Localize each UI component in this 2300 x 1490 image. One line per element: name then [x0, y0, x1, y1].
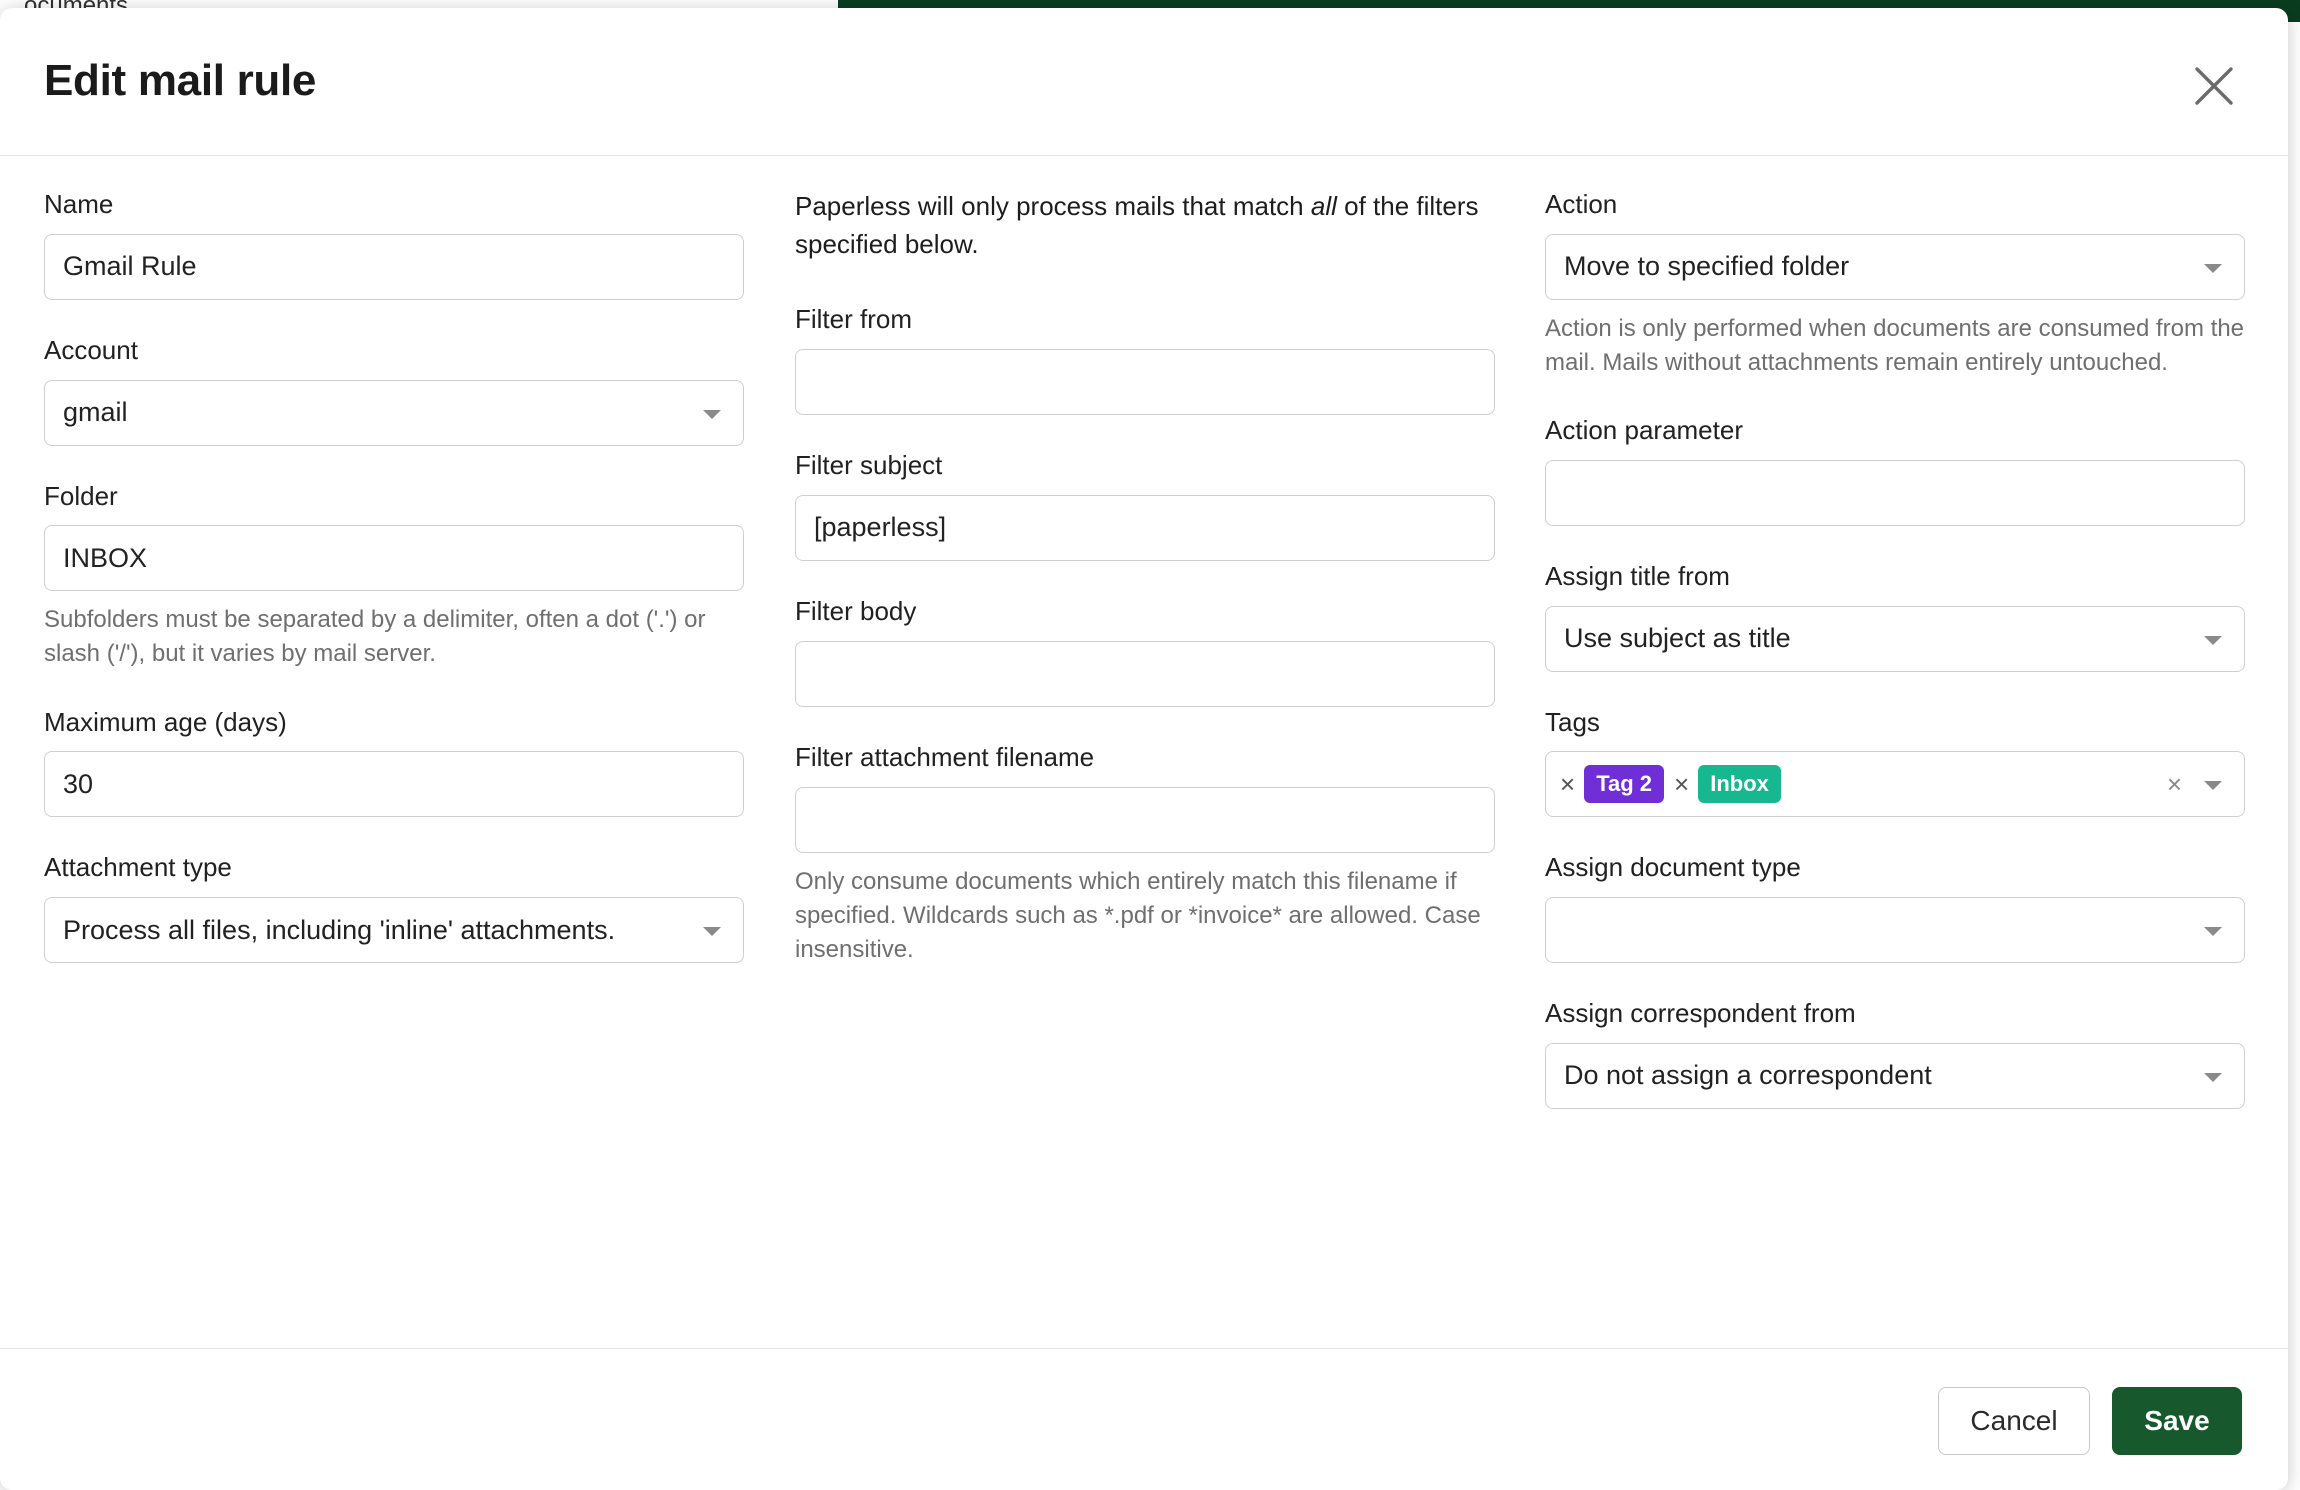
filters-column [795, 188, 1495, 967]
action-parameter-label: Action parameter [1545, 414, 1743, 445]
account-label: Account [44, 334, 138, 365]
action-parameter-input[interactable] [1545, 460, 2245, 526]
tag-item [1560, 765, 1664, 803]
tag-item [1674, 765, 1781, 803]
chevron-down-icon [2204, 1073, 2222, 1082]
assign-correspondent-from-select[interactable] [1545, 1043, 2245, 1109]
assign-title-from-select[interactable] [1545, 606, 2245, 672]
attachment-type-select[interactable] [44, 897, 744, 963]
chevron-down-icon [703, 410, 721, 419]
close-icon[interactable] [2188, 60, 2240, 112]
filter-body-label: Filter body [795, 595, 917, 626]
chevron-down-icon [2204, 636, 2222, 645]
account-select[interactable] [44, 380, 744, 446]
folder-input[interactable] [44, 525, 744, 591]
assign-correspondent-from-label: Assign correspondent from [1545, 998, 1856, 1029]
save-button[interactable]: Save [2112, 1387, 2242, 1455]
tag-chip: Tag 2 [1584, 765, 1664, 803]
cancel-button[interactable]: Cancel [1938, 1387, 2090, 1455]
filter-subject-input[interactable] [795, 495, 1495, 561]
tags-select[interactable] [1545, 751, 2245, 817]
clear-tags-icon[interactable]: × [2166, 769, 2182, 800]
filters-intro-part1: Paperless will only process mails that match [795, 191, 1311, 221]
action-selected-value: Move to specified folder [1564, 251, 1850, 282]
folder-label: Folder [44, 480, 118, 511]
chevron-down-icon [703, 927, 721, 936]
chevron-down-icon [2204, 927, 2222, 936]
dialog-header [0, 8, 2288, 156]
filters-intro-part2: of the filters specified below. [795, 191, 1479, 259]
attachment-type-label: Attachment type [44, 852, 232, 883]
assign-title-from-selected-value: Use subject as title [1564, 623, 1791, 654]
actions-column [1545, 188, 2245, 1109]
dialog-footer [0, 1348, 2288, 1490]
action-select[interactable] [1545, 234, 2245, 300]
rule-basics-column [44, 188, 744, 963]
dialog-body [0, 156, 2288, 1348]
folder-help-text: Subfolders must be separated by a delimiter, often a dot ('.') or slash ('/'), but it varies by mail server. [44, 606, 706, 668]
tags-label: Tags [1545, 706, 1600, 737]
filter-filename-help-text: Only consume documents which entirely match this filename if specified. Wildcards such as *.pdf or *invoice* are allowed. Case insensitive. [795, 867, 1481, 963]
tag-chip: Inbox [1698, 765, 1781, 803]
edit-mail-rule-dialog [0, 8, 2288, 1490]
filters-intro-emphasis: all [1310, 191, 1337, 221]
filters-intro-text [795, 188, 1495, 263]
filter-from-label: Filter from [795, 304, 912, 335]
dialog-title: Edit mail rule [44, 56, 317, 105]
assign-document-type-select[interactable] [1545, 897, 2245, 963]
assign-document-type-label: Assign document type [1545, 852, 1801, 883]
account-selected-value: gmail [63, 397, 128, 428]
assign-correspondent-from-selected-value: Do not assign a correspondent [1564, 1060, 1932, 1091]
chevron-down-icon[interactable] [2204, 781, 2222, 790]
assign-title-from-label: Assign title from [1545, 560, 1730, 591]
filter-from-input[interactable] [795, 349, 1495, 415]
filter-subject-label: Filter subject [795, 450, 943, 481]
maximum-age-input[interactable] [44, 751, 744, 817]
name-input[interactable] [44, 234, 744, 300]
filter-attachment-filename-label: Filter attachment filename [795, 741, 1095, 772]
maximum-age-label: Maximum age (days) [44, 706, 287, 737]
attachment-type-selected-value: Process all files, including 'inline' attachments. [63, 914, 616, 945]
filter-body-input[interactable] [795, 641, 1495, 707]
remove-tag-icon[interactable]: × [1560, 769, 1576, 800]
remove-tag-icon[interactable]: × [1674, 769, 1690, 800]
name-label: Name [44, 189, 114, 219]
filter-attachment-filename-input[interactable] [795, 787, 1495, 853]
chevron-down-icon [2204, 264, 2222, 273]
action-label: Action [1545, 189, 1618, 219]
action-help-text: Action is only performed when documents are consumed from the mail. Mails without attachments remain entirely untouched. [1545, 314, 2245, 376]
